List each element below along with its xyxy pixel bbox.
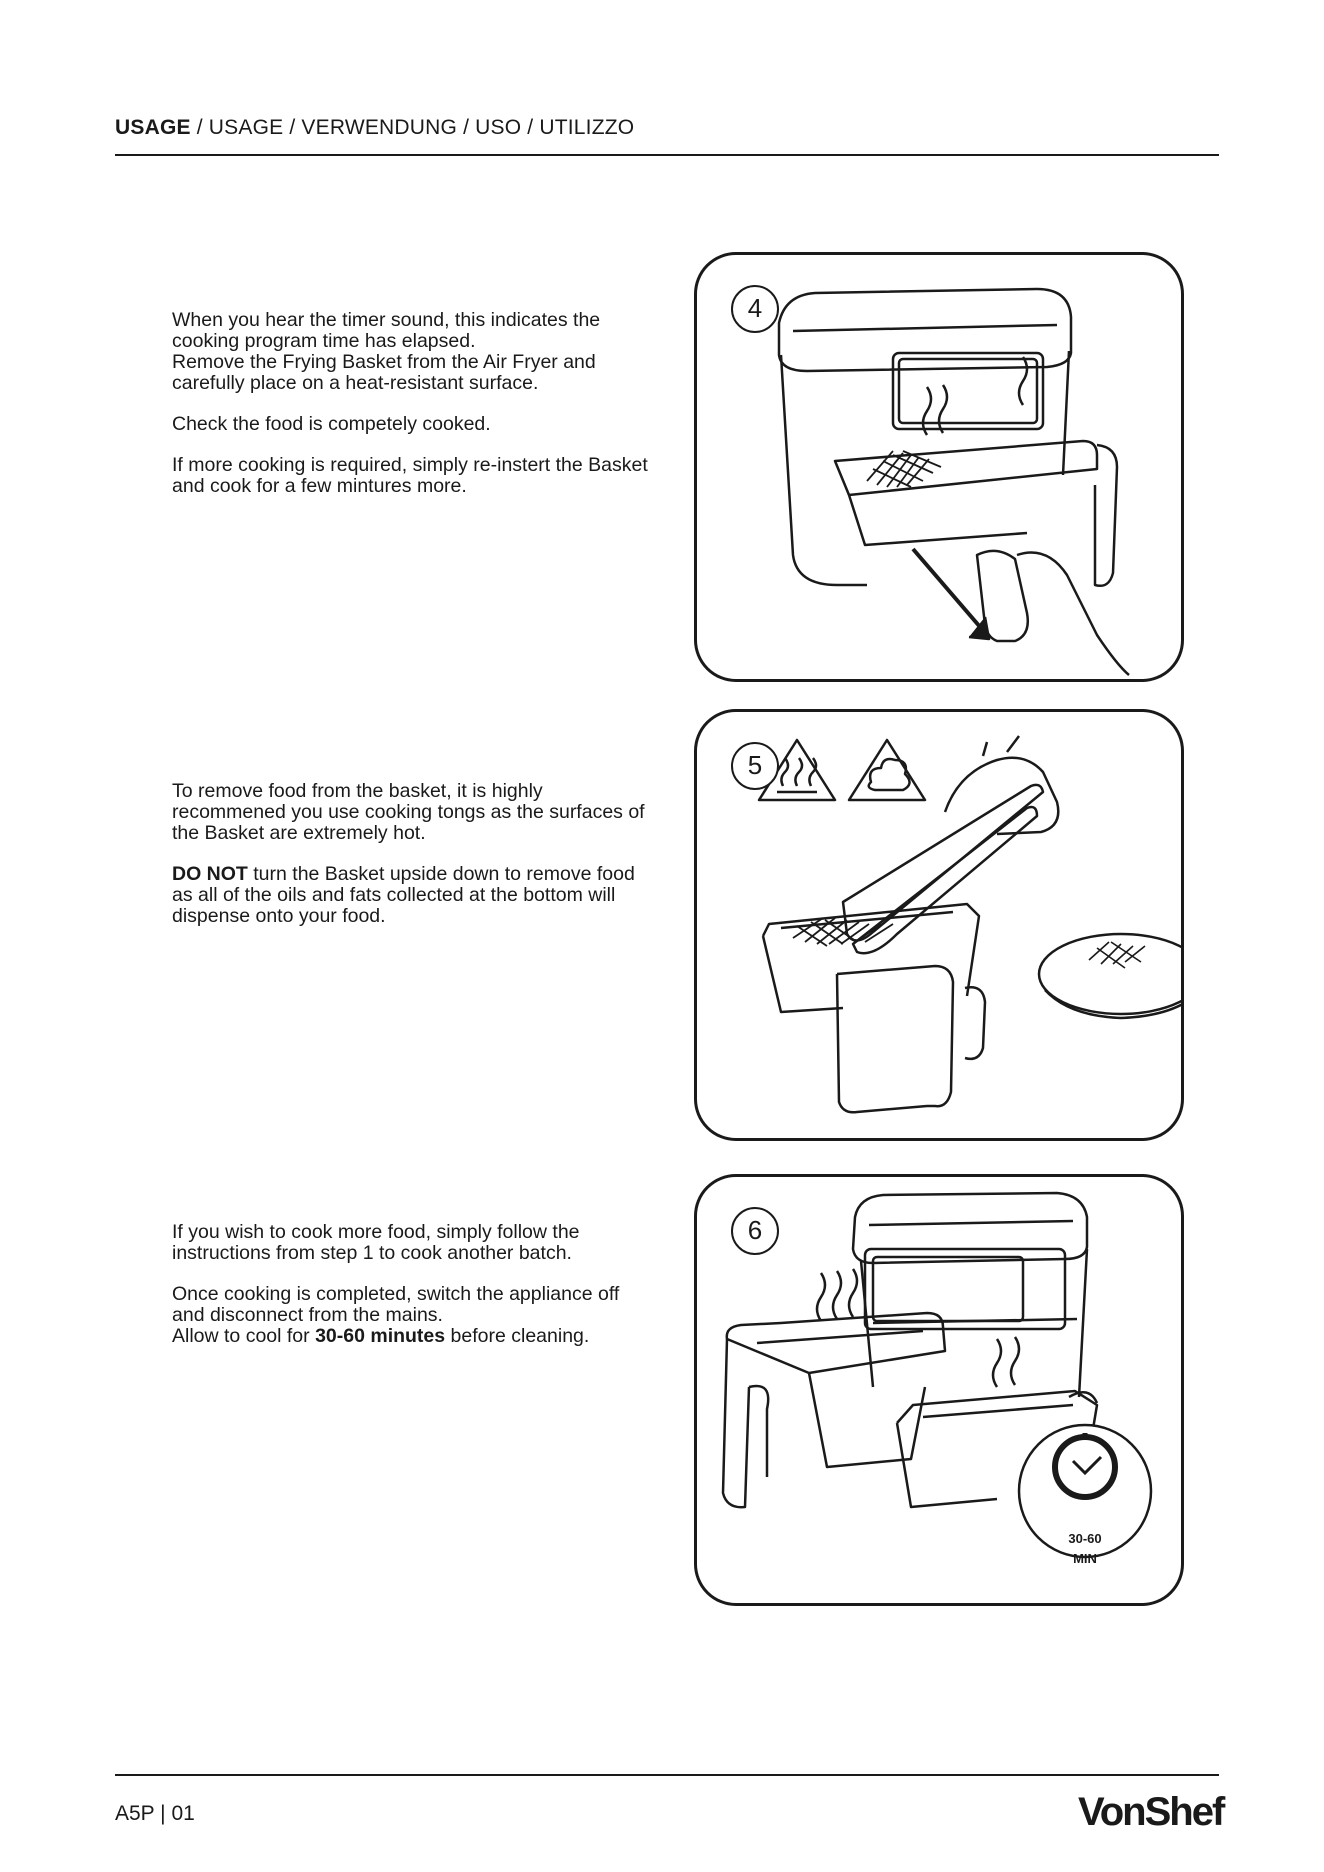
- header-divider: [115, 154, 1219, 156]
- step-6-paragraph-3: [172, 1326, 652, 1347]
- timer-value: 30-60: [1068, 1531, 1102, 1546]
- step-5-warning-rest: turn the Basket upside down to remove food as all of the oils and fats collected at the bottom will dispense onto your food.: [172, 863, 635, 927]
- step-5-warning-bold: DO NOT: [172, 863, 248, 885]
- footer-divider: [115, 1774, 1219, 1776]
- step-4-paragraph-3: If more cooking is required, simply re-instert the Basket and cook for a few mintures more.: [172, 454, 648, 497]
- step-6-cool-suffix: before cleaning.: [445, 1325, 590, 1347]
- step-4-text: [172, 310, 652, 517]
- step-6-number: 6: [731, 1207, 779, 1255]
- step-4-number: 4: [731, 285, 779, 333]
- step-6-cool-line-1: Once cooking is completed, switch the appliance off and disconnect from the mains.: [172, 1283, 620, 1326]
- footer-page-code: A5P | 01: [115, 1802, 195, 1825]
- step-4-illustration: [694, 252, 1184, 682]
- step-6-text: [172, 1222, 652, 1367]
- timer-unit: MIN: [1073, 1551, 1097, 1566]
- step-5-illustration: [694, 709, 1184, 1141]
- header-title-languages: / USAGE / VERWENDUNG / USO / UTILIZZO: [190, 116, 635, 139]
- brand-logo: VonShef: [1078, 1790, 1224, 1834]
- page-header: [115, 116, 634, 140]
- step-4-paragraph-2: Check the food is competely cooked.: [172, 413, 491, 435]
- step-4-paragraph-1: When you hear the timer sound, this indicates the cooking program time has elapsed. Remove the Frying Basket from the Air Fryer and carefully place on a heat-resistant surface.: [172, 309, 601, 394]
- step-6-cool-duration: 30-60 minutes: [315, 1325, 446, 1347]
- step-5-warning: [172, 864, 652, 927]
- step-5-paragraph-1: To remove food from the basket, it is highly recommened you use cooking tongs as the surfaces of the Basket are extremely hot.: [172, 780, 645, 844]
- step-5-text: [172, 781, 652, 947]
- header-title-bold: USAGE: [115, 116, 191, 139]
- step-6-paragraph-2: [172, 1284, 652, 1326]
- step-5-number: 5: [731, 742, 779, 790]
- step-6-paragraph-1: If you wish to cook more food, simply follow the instructions from step 1 to cook another batch.: [172, 1221, 580, 1264]
- step-6-illustration: [694, 1174, 1184, 1606]
- step-6-cool-prefix: Allow to cool for: [172, 1325, 316, 1347]
